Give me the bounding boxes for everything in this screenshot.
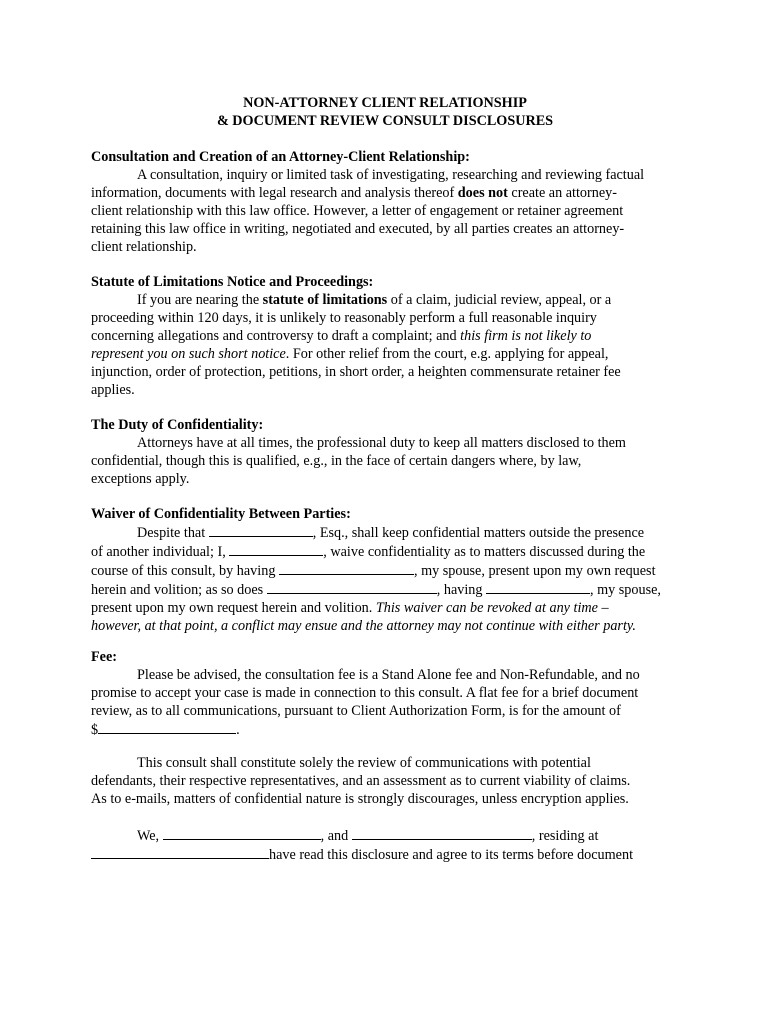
second-signer-blank[interactable] xyxy=(352,826,532,840)
paragraph-line: represent you on such short notice. For other relief from the court, e.g. applying for appeal, xyxy=(91,346,609,362)
paragraph-line: information, documents with legal research and analysis thereof does not create an attorney- xyxy=(91,185,617,201)
spouse-name-blank[interactable] xyxy=(279,561,414,575)
paragraph-line: however, at that point, a conflict may ensue and the attorney may not continue with either party. xyxy=(91,618,636,634)
italic-text: This waiver can be revoked at any time – xyxy=(375,600,609,616)
paragraph-line: client relationship. xyxy=(91,239,197,255)
italic-text: represent you on such short notice xyxy=(91,346,286,362)
paragraph-line: Despite that , Esq., shall keep confidential matters outside the presence xyxy=(137,525,645,541)
document-title xyxy=(0,94,770,130)
paragraph-line: As to e-mails, matters of confidential nature is strongly discourages, unless encryption applies. xyxy=(91,791,629,807)
paragraph-line: A consultation, inquiry or limited task of investigating, researching and reviewing factual xyxy=(137,167,645,183)
section-fee xyxy=(91,648,691,739)
paragraph-line: defendants, their respective representatives, and an assessment as to current viability of claims. xyxy=(91,773,631,789)
section-heading: Statute of Limitations Notice and Proceedings: xyxy=(91,274,374,290)
title-line-1: NON-ATTORNEY CLIENT RELATIONSHIP xyxy=(243,95,527,111)
paragraph-line: If you are nearing the statute of limitations of a claim, judicial review, appeal, or a xyxy=(137,292,612,308)
paragraph-line: client relationship with this law office. However, a letter of engagement or retainer agreement xyxy=(91,203,624,219)
paragraph-line: exceptions apply. xyxy=(91,471,190,487)
emphasis-text: does not xyxy=(457,185,508,201)
attorney-name-blank[interactable] xyxy=(209,523,313,537)
emphasis-text: statute of limitations xyxy=(262,292,388,308)
section-heading: The Duty of Confidentiality: xyxy=(91,417,264,433)
second-client-name-blank[interactable] xyxy=(267,580,437,594)
client-name-blank[interactable] xyxy=(229,542,323,556)
paragraph-line: herein and volition; as so does , having , my spouse, xyxy=(91,582,661,598)
title-line-2: & DOCUMENT REVIEW CONSULT DISCLOSURES xyxy=(216,113,554,129)
paragraph-line: have read this disclosure and agree to its terms before document xyxy=(91,845,691,864)
paragraph-line: This consult shall constitute solely the review of communications with potential xyxy=(137,755,591,771)
address-blank[interactable] xyxy=(91,845,269,859)
paragraph-line: $ . xyxy=(91,722,240,738)
section-agreement xyxy=(91,826,691,864)
paragraph-line: present upon my own request herein and volition. This waiver can be revoked at any time – xyxy=(91,600,609,616)
paragraph-line: of another individual; I, , waive confidentiality as to matters discussed during the xyxy=(91,544,646,560)
first-signer-blank[interactable] xyxy=(163,826,321,840)
paragraph-line: Attorneys have at all times, the professional duty to keep all matters disclosed to them xyxy=(137,435,626,451)
paragraph-line: injunction, order of protection, petitions, in short order, a heighten commensurate retainer fee xyxy=(91,364,621,380)
section-waiver xyxy=(91,505,691,635)
paragraph-line: review, as to all communications, pursuant to Client Authorization Form, is for the amount of xyxy=(91,703,621,719)
section-heading: Waiver of Confidentiality Between Parties: xyxy=(91,506,351,522)
paragraph-line: promise to accept your case is made in connection to this consult. A flat fee for a brief document xyxy=(91,685,639,701)
paragraph-line: applies. xyxy=(91,382,135,398)
paragraph-line: course of this consult, by having , my spouse, present upon my own request xyxy=(91,563,656,579)
section-confidentiality xyxy=(91,416,691,488)
paragraph-line: Please be advised, the consultation fee is a Stand Alone fee and Non-Refundable, and no xyxy=(137,667,640,683)
section-consult-scope xyxy=(91,754,691,808)
paragraph-line: proceeding within 120 days, it is unlikely to reasonably perform a full reasonable inquiry xyxy=(91,310,597,326)
paragraph-line: We, , and , residing at xyxy=(137,828,599,844)
paragraph-line: confidential, though this is qualified, e.g., in the face of certain dangers where, by law, xyxy=(91,453,582,469)
section-heading: Consultation and Creation of an Attorney-Client Relationship: xyxy=(91,149,470,165)
section-statute xyxy=(91,273,691,399)
section-heading: Fee: xyxy=(91,649,117,665)
section-consultation xyxy=(91,148,691,256)
second-spouse-name-blank[interactable] xyxy=(486,580,590,594)
italic-text: this firm is not likely to xyxy=(460,328,592,344)
paragraph-line: retaining this law office in writing, negotiated and executed, by all parties creates an attorney- xyxy=(91,221,625,237)
paragraph-line: concerning allegations and controversy to draft a complaint; and this firm is not likely to xyxy=(91,328,592,344)
fee-amount-blank[interactable] xyxy=(98,720,236,734)
